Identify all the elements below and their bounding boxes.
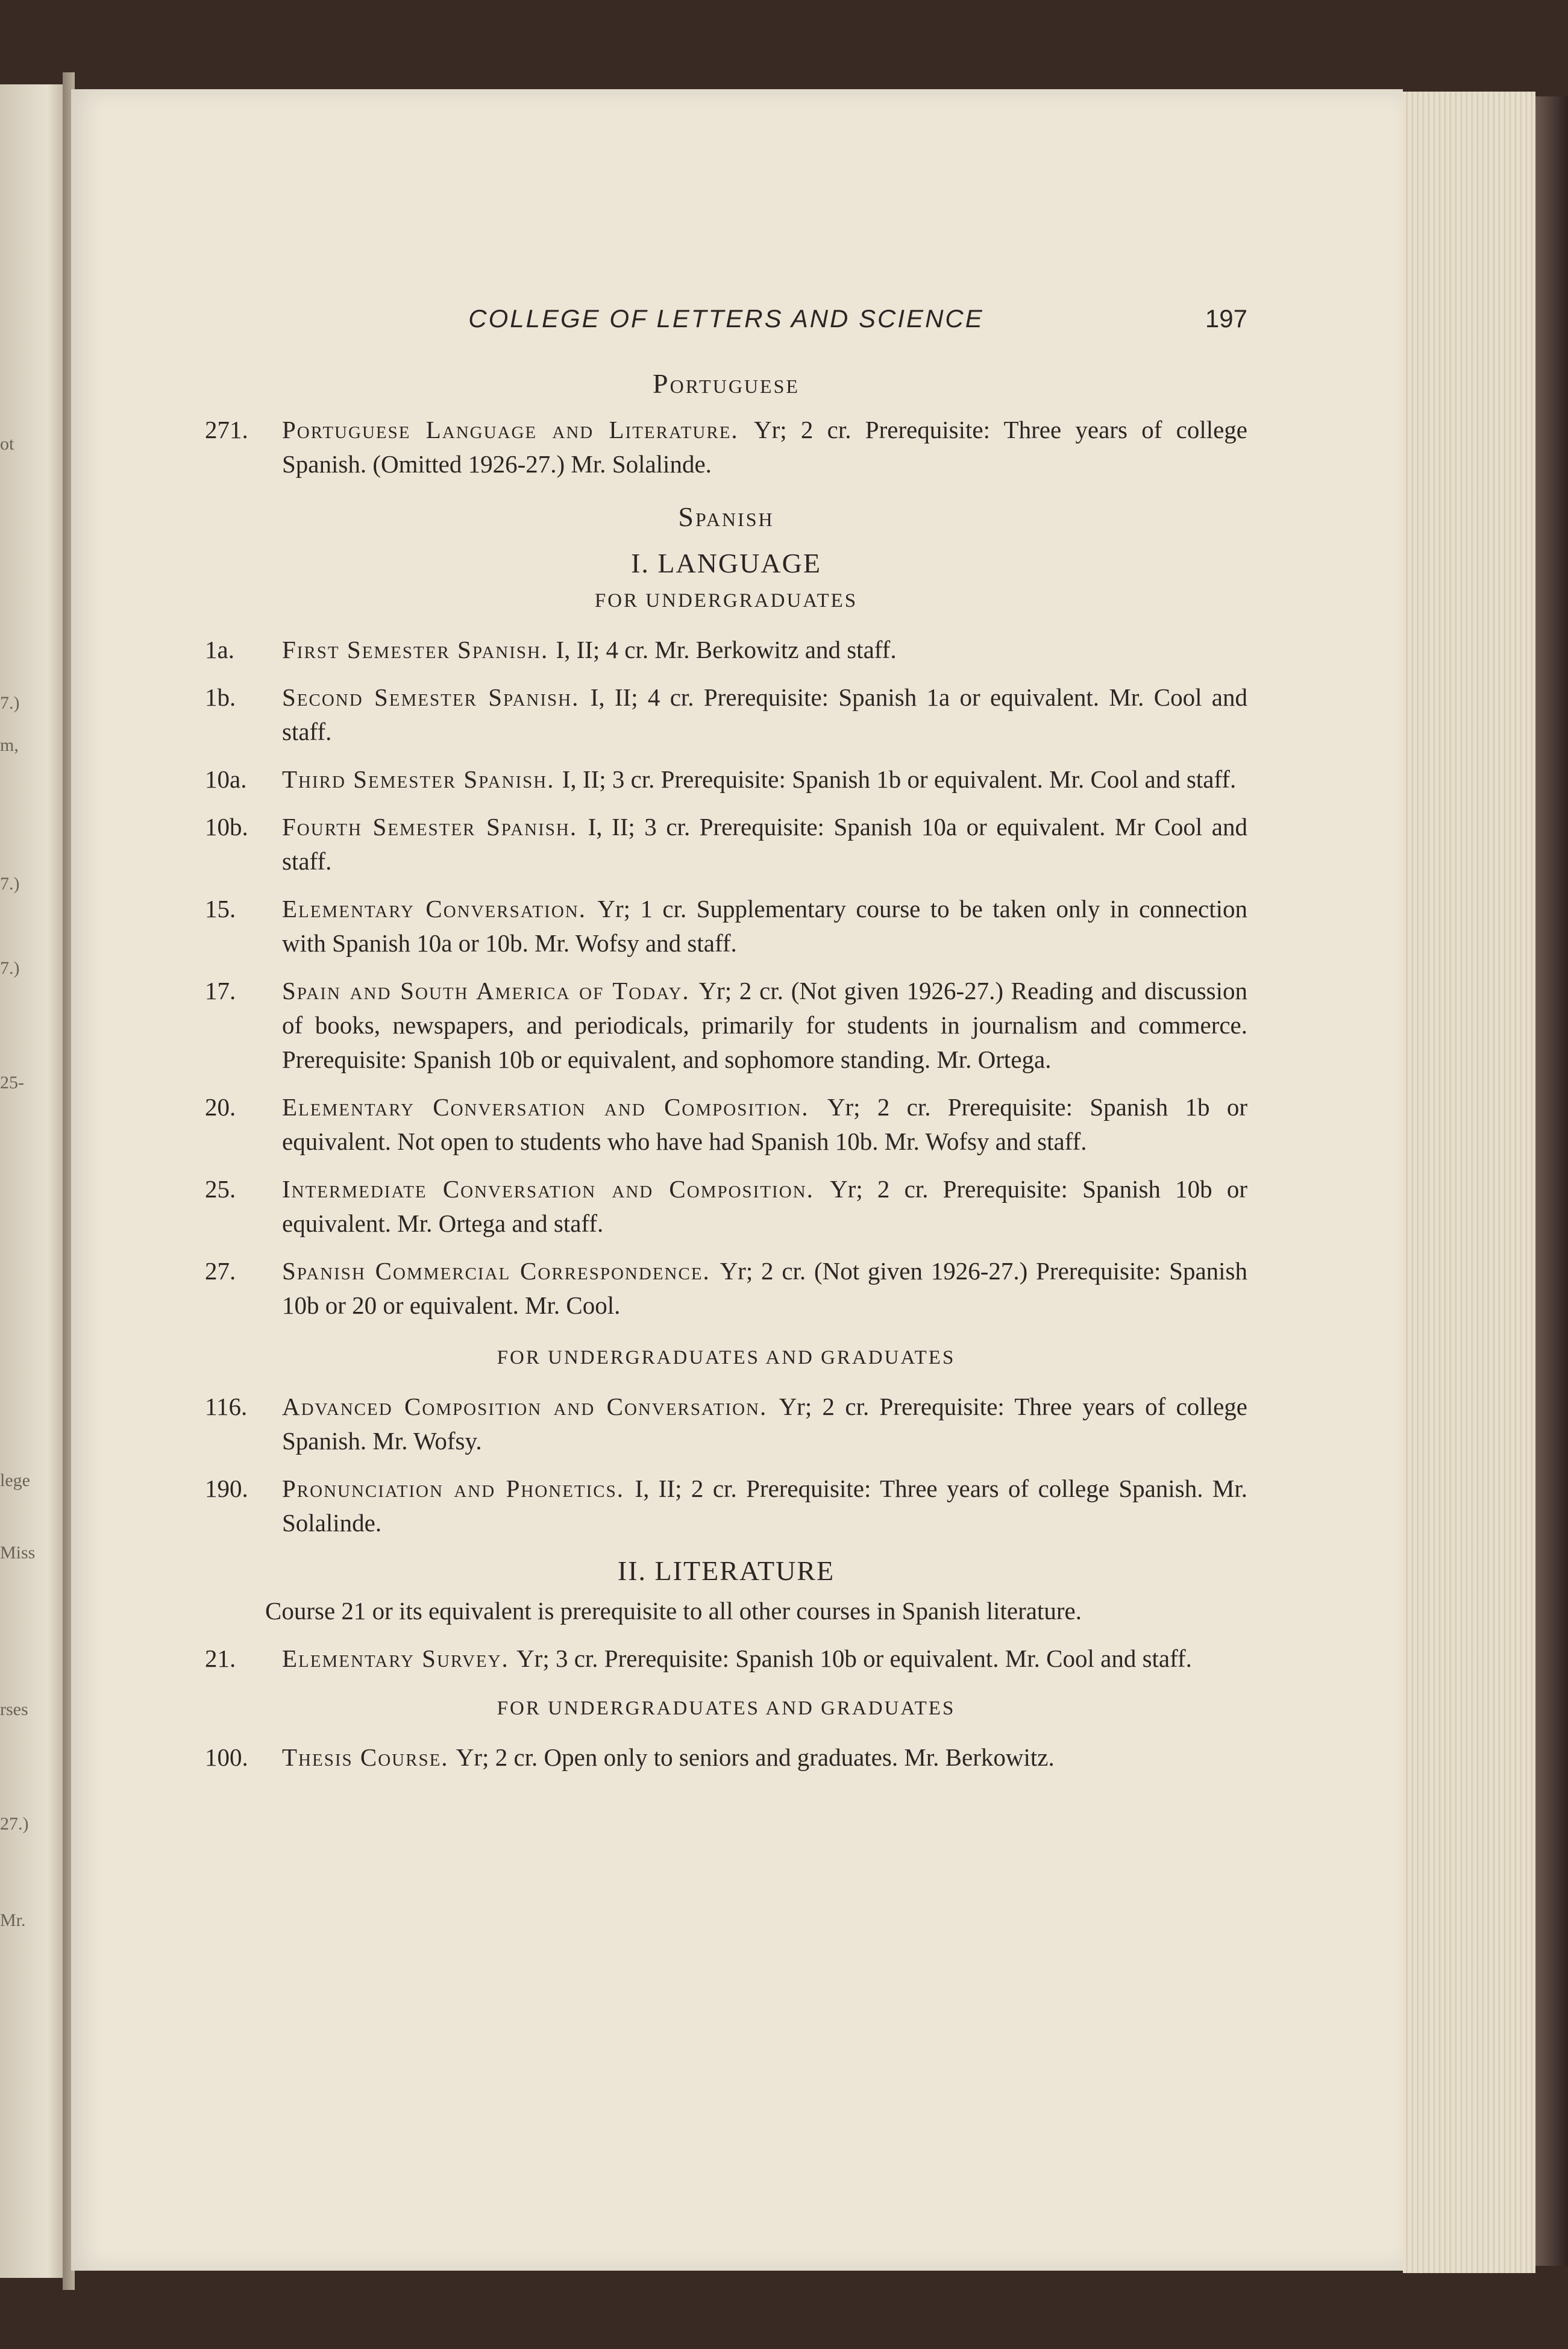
course-description: Yr; 3 cr. Prerequisite: Spanish 10b or equivalent. Mr. Cool and staff. [516, 1645, 1192, 1672]
subheading-language: I. LANGUAGE [631, 548, 821, 579]
course-title: Advanced Composition and Conversation. [282, 1393, 779, 1420]
course-description: Yr; 2 cr. (Not given 1926-27.) Reading and discussion of books, newspapers, and periodicals, primarily for students in journalism and commerce. Prerequisite: Spanish 10b or equivalent, and sophomore standing. Mr. Ortega. [282, 977, 1248, 1073]
course-description: Yr; 2 cr. Open only to seniors and graduates. Mr. Berkowitz. [456, 1743, 1055, 1771]
course-number: 20. [205, 1093, 236, 1121]
page-edges [1403, 92, 1535, 2273]
course-description: Yr; 2 cr. Prerequisite: Three years of college Spanish. Mr. Wofsy. [282, 1393, 1247, 1455]
course-description: I, II; 4 cr. Mr. Berkowitz and staff. [556, 636, 897, 663]
margin-fragment: rses [0, 1699, 28, 1719]
course-number: 190. [205, 1475, 248, 1502]
course-entry [205, 1740, 1247, 1775]
running-title: COLLEGE OF LETTERS AND SCIENCE [468, 304, 984, 333]
group-heading: FOR UNDERGRADUATES AND GRADUATES [497, 1698, 956, 1719]
course-number: 27. [205, 1257, 236, 1285]
course-number: 100. [205, 1743, 248, 1771]
course-number: 21. [205, 1645, 236, 1672]
course-number: 1a. [205, 636, 234, 663]
course-description: Yr; 2 cr. Prerequisite: Three years of college Spanish. (Omitted 1926-27.) Mr. Solalinde. [282, 416, 1247, 478]
subheading-literature: II. LITERATURE [617, 1555, 835, 1586]
course-description: I, II; 3 cr. Prerequisite: Spanish 10a or equivalent. Mr Cool and staff. [282, 813, 1248, 875]
course-entry [205, 1254, 1247, 1323]
course-title: Elementary Conversation. [282, 895, 598, 923]
course-description: Yr; 1 cr. Supplementary course to be taken only in connection with Spanish 10a or 10b. Mr. Wofsy and staff. [282, 895, 1247, 957]
course-description: Yr; 2 cr. (Not given 1926-27.) Prerequisite: Spanish 10b or 20 or equivalent. Mr. Cool. [282, 1257, 1247, 1319]
margin-fragment: 25- [0, 1073, 24, 1093]
course-title: Third Semester Spanish. [282, 765, 562, 793]
course-title: Thesis Course. [282, 1743, 456, 1771]
margin-fragment: 7.) [0, 958, 20, 978]
group-heading: FOR UNDERGRADUATES [594, 590, 858, 612]
course-entry [205, 974, 1247, 1077]
course-number: 10a. [205, 765, 247, 793]
course-title: Pronunciation and Phonetics. [282, 1475, 635, 1502]
course-entry [205, 810, 1247, 879]
course-title: Intermediate Conversation and Composition. [282, 1175, 830, 1203]
course-number: 1b. [205, 683, 236, 711]
course-entry [205, 1472, 1247, 1540]
course-entry [205, 413, 1247, 481]
course-entry [205, 762, 1247, 797]
course-title: Second Semester Spanish. [282, 683, 591, 711]
margin-fragment: lege [0, 1470, 30, 1490]
running-head [205, 301, 1247, 337]
course-number: 15. [205, 895, 236, 923]
course-entry [205, 633, 1247, 667]
course-entry [205, 680, 1247, 749]
page-content [205, 301, 1247, 1788]
course-entry [205, 1642, 1247, 1676]
section-heading-portuguese: Portuguese [653, 368, 800, 399]
literature-intro: Course 21 or its equivalent is prerequisite to all other courses in Spanish literature. [265, 1597, 1082, 1625]
margin-fragment: 27.) [0, 1814, 29, 1834]
course-title: Portuguese Language and Literature. [282, 416, 754, 444]
course-description: Yr; 2 cr. Prerequisite: Spanish 10b or equivalent. Mr. Ortega and staff. [282, 1175, 1247, 1237]
course-entry [205, 1390, 1247, 1458]
course-title: First Semester Spanish. [282, 636, 556, 663]
margin-fragment: ot [0, 434, 14, 454]
book-cover-edge [1535, 96, 1568, 2266]
section-heading-spanish: Spanish [678, 501, 774, 532]
course-description: I, II; 2 cr. Prerequisite: Three years of college Spanish. Mr. Solalinde. [282, 1475, 1248, 1537]
course-entry [205, 1172, 1247, 1241]
course-title: Spain and South America of Today. [282, 977, 699, 1005]
margin-fragment: 7.) [0, 693, 20, 713]
course-entry [205, 1090, 1247, 1159]
course-title: Fourth Semester Spanish. [282, 813, 588, 841]
course-title: Elementary Conversation and Composition. [282, 1093, 827, 1121]
course-description: I, II; 3 cr. Prerequisite: Spanish 1b or equivalent. Mr. Cool and staff. [562, 765, 1237, 793]
group-heading: FOR UNDERGRADUATES AND GRADUATES [497, 1347, 956, 1369]
course-number: 10b. [205, 813, 248, 841]
margin-fragment: Miss [0, 1543, 36, 1563]
margin-fragment: 7.) [0, 874, 20, 894]
course-title: Elementary Survey. [282, 1645, 517, 1672]
course-description: I, II; 4 cr. Prerequisite: Spanish 1a or equivalent. Mr. Cool and staff. [282, 683, 1247, 745]
left-page-edge [0, 84, 67, 2278]
course-number: 116. [205, 1393, 248, 1420]
margin-fragment: Mr. [0, 1910, 26, 1930]
course-number: 17. [205, 977, 236, 1005]
course-entry [205, 892, 1247, 961]
course-number: 271. [205, 416, 248, 444]
course-number: 25. [205, 1175, 236, 1203]
margin-fragment: m, [0, 735, 19, 755]
course-description: Yr; 2 cr. Prerequisite: Spanish 1b or equivalent. Not open to students who have had Spanish 10b. Mr. Wofsy and staff. [282, 1093, 1247, 1155]
course-title: Spanish Commercial Correspondence. [282, 1257, 720, 1285]
page-number: 197 [1205, 304, 1247, 333]
